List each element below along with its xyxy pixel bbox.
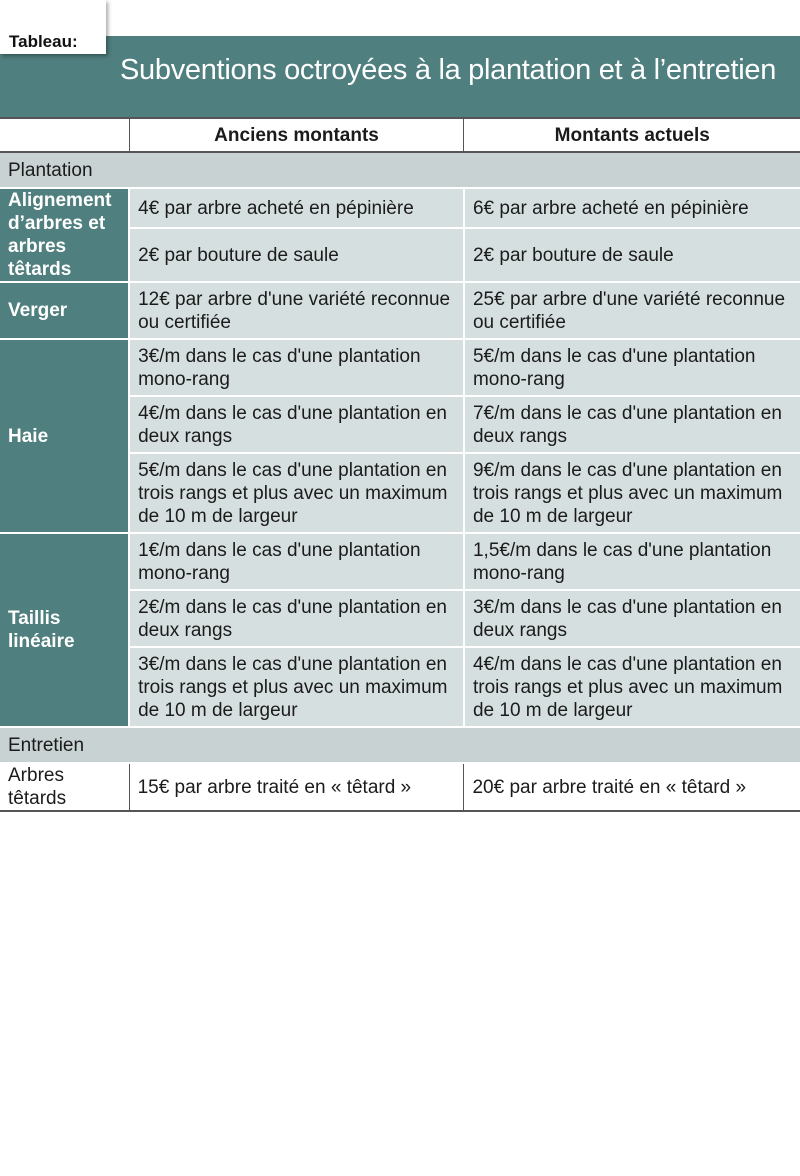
header-row <box>0 118 800 152</box>
row-label-haie: Haie <box>0 339 129 533</box>
table-row <box>0 763 800 811</box>
section-row-plantation <box>0 152 800 188</box>
header-new-amounts: Montants actuels <box>464 118 800 152</box>
cell-old: 5€/m dans le cas d'une plantation en trois rangs et plus avec un maximum de 10 m de largeur <box>129 453 464 533</box>
title-banner <box>0 36 800 117</box>
table-row <box>0 188 800 228</box>
tab-label: Tableau: <box>9 32 78 51</box>
cell-old: 12€ par arbre d'une variété reconnue ou certifiée <box>129 282 464 339</box>
row-label-verger: Verger <box>0 282 129 339</box>
cell-old: 3€/m dans le cas d'une plantation en trois rangs et plus avec un maximum de 10 m de largeur <box>129 647 464 727</box>
header-empty <box>0 118 129 152</box>
cell-new: 7€/m dans le cas d'une plantation en deux rangs <box>464 396 800 453</box>
cell-new: 2€ par bouture de saule <box>464 228 800 282</box>
cell-new: 25€ par arbre d'une variété reconnue ou certifiée <box>464 282 800 339</box>
cell-new: 1,5€/m dans le cas d'une plantation mono-rang <box>464 533 800 590</box>
section-row-entretien <box>0 727 800 763</box>
table-row <box>0 533 800 590</box>
cell-old: 4€ par arbre acheté en pépinière <box>129 188 464 228</box>
table-tab <box>0 0 106 54</box>
cell-old: 2€ par bouture de saule <box>129 228 464 282</box>
cell-old: 1€/m dans le cas d'une plantation mono-rang <box>129 533 464 590</box>
page-title: Subventions octroyées à la plantation et à l’entretien <box>120 54 777 86</box>
subsidies-table <box>0 117 800 812</box>
row-label-tetards: Arbres têtards <box>0 763 129 811</box>
table-row <box>0 282 800 339</box>
cell-new: 3€/m dans le cas d'une plantation en deux rangs <box>464 590 800 647</box>
cell-new: 6€ par arbre acheté en pépinière <box>464 188 800 228</box>
section-label-plantation: Plantation <box>0 152 800 188</box>
cell-new: 20€ par arbre traité en « têtard » <box>464 763 800 811</box>
cell-old: 3€/m dans le cas d'une plantation mono-rang <box>129 339 464 396</box>
cell-old: 2€/m dans le cas d'une plantation en deux rangs <box>129 590 464 647</box>
row-label-alignement: Alignement d’arbres et arbres têtards <box>0 188 129 282</box>
cell-new: 5€/m dans le cas d'une plantation mono-rang <box>464 339 800 396</box>
row-label-taillis: Taillis linéaire <box>0 533 129 727</box>
table-row <box>0 339 800 396</box>
cell-new: 9€/m dans le cas d'une plantation en trois rangs et plus avec un maximum de 10 m de largeur <box>464 453 800 533</box>
cell-old: 15€ par arbre traité en « têtard » <box>129 763 464 811</box>
section-label-entretien: Entretien <box>0 727 800 763</box>
cell-old: 4€/m dans le cas d'une plantation en deux rangs <box>129 396 464 453</box>
cell-new: 4€/m dans le cas d'une plantation en trois rangs et plus avec un maximum de 10 m de largeur <box>464 647 800 727</box>
header-old-amounts: Anciens montants <box>129 118 464 152</box>
